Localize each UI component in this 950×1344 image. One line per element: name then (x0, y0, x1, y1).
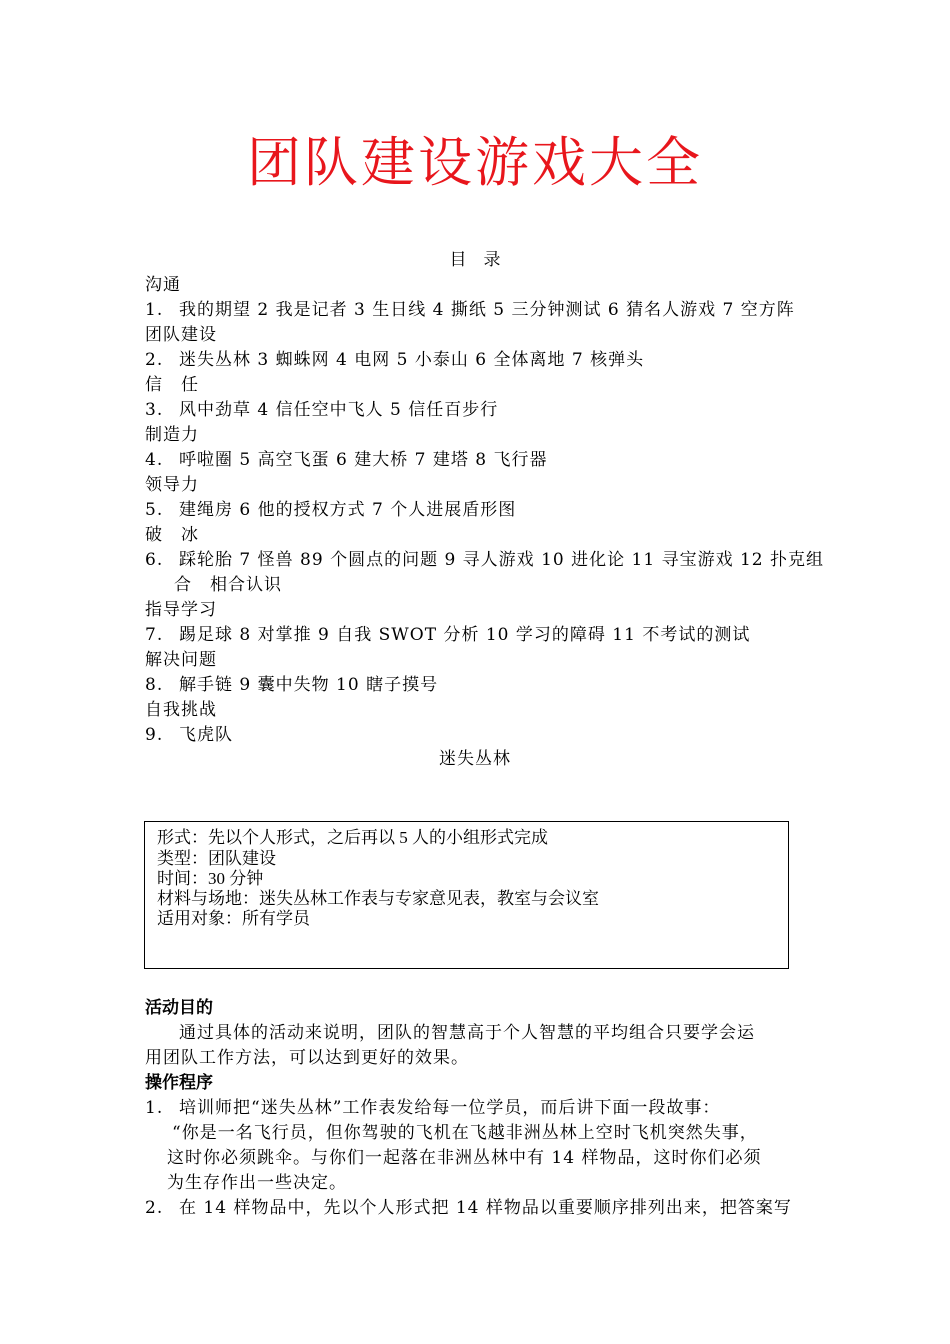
toc-heading: 目 录 (449, 250, 501, 270)
procedure-step (145, 1096, 805, 1121)
toc-number: 1. (145, 300, 164, 320)
toc-category: 沟通 (145, 275, 181, 295)
toc-entry (145, 299, 795, 321)
toc-items: 迷失丛林 3 蜘蛛网 4 电网 5 小泰山 6 全体离地 7 核弹头 (179, 350, 645, 370)
toc-items-continued: 合 相合认识 (174, 575, 282, 595)
toc-entry (145, 399, 498, 421)
toc-entry (145, 549, 824, 571)
step-text: 培训师把“迷失丛林”工作表发给每一位学员，而后讲下面一段故事： (179, 1098, 721, 1118)
purpose-heading: 活动目的 (145, 998, 213, 1018)
toc-items: 建绳房 6 他的授权方式 7 个人进展盾形图 (179, 500, 517, 520)
purpose-text-line: 用团队工作方法，可以达到更好的效果。 (145, 1048, 469, 1068)
step-text: 在 14 样物品中，先以个人形式把 14 样物品以重要顺序排列出来，把答案写 (179, 1198, 792, 1218)
info-type: 类型：团队建设 (157, 849, 276, 868)
toc-entry (145, 724, 233, 746)
toc-entry (145, 674, 438, 696)
toc-category: 制造力 (145, 425, 199, 445)
procedure-heading: 操作程序 (145, 1073, 213, 1093)
document-title: 团队建设游戏大全 (247, 131, 703, 194)
toc-entry (145, 349, 644, 371)
toc-category: 领导力 (145, 475, 199, 495)
toc-entry (145, 624, 750, 646)
toc-items: 踢足球 8 对掌推 9 自我 SWOT 分析 10 学习的障碍 11 不考试的测试 (179, 625, 751, 645)
toc-category: 自我挑战 (145, 700, 217, 720)
toc-number: 4. (145, 450, 164, 470)
toc-category: 信 任 (145, 375, 199, 395)
toc-category: 破 冰 (145, 525, 199, 545)
story-line: 这时你必须跳伞。与你们一起落在非洲丛林中有 14 样物品，这时你们必须 (167, 1148, 762, 1168)
story-line: “你是一名飞行员，但你驾驶的飞机在飞越非洲丛林上空时飞机突然失事， (172, 1123, 758, 1143)
toc-number: 8. (145, 675, 164, 695)
toc-entry (145, 499, 516, 521)
story-line: 为生存作出一些决定。 (167, 1173, 347, 1193)
purpose-text-line: 通过具体的活动来说明，团队的智慧高于个人智慧的平均组合只要学会运 (179, 1023, 755, 1043)
toc-category: 指导学习 (145, 600, 217, 620)
step-number: 2. (145, 1198, 164, 1218)
toc-number: 6. (145, 550, 164, 570)
toc-category: 团队建设 (145, 325, 217, 345)
section-title: 迷失丛林 (439, 749, 511, 769)
step-number: 1. (145, 1098, 164, 1118)
info-materials: 材料与场地：迷失丛林工作表与专家意见表，教室与会议室 (157, 889, 599, 908)
procedure-step (145, 1196, 805, 1221)
info-form: 形式：先以个人形式，之后再以 5 人的小组形式完成 (157, 828, 548, 847)
toc-number: 2. (145, 350, 164, 370)
toc-items: 我的期望 2 我是记者 3 生日线 4 撕纸 5 三分钟测试 6 猜名人游戏 7 空方阵 (179, 300, 795, 320)
info-box (144, 821, 789, 969)
info-audience: 适用对象：所有学员 (157, 909, 310, 928)
toc-items: 风中劲草 4 信任空中飞人 5 信任百步行 (179, 400, 499, 420)
toc-number: 3. (145, 400, 164, 420)
toc-entry (145, 449, 548, 471)
toc-number: 7. (145, 625, 164, 645)
toc-number: 5. (145, 500, 164, 520)
toc-number: 9. (145, 725, 164, 745)
toc-items: 踩轮胎 7 怪兽 89 个圆点的问题 9 寻人游戏 10 进化论 11 寻宝游戏 12 扑克组 (179, 550, 825, 570)
info-time: 时间：30 分钟 (157, 869, 264, 888)
toc-items: 解手链 9 囊中失物 10 瞎子摸号 (179, 675, 439, 695)
toc-items: 呼啦圈 5 高空飞蛋 6 建大桥 7 建塔 8 飞行器 (179, 450, 548, 470)
toc-items: 飞虎队 (179, 725, 233, 745)
toc-category: 解决问题 (145, 650, 217, 670)
